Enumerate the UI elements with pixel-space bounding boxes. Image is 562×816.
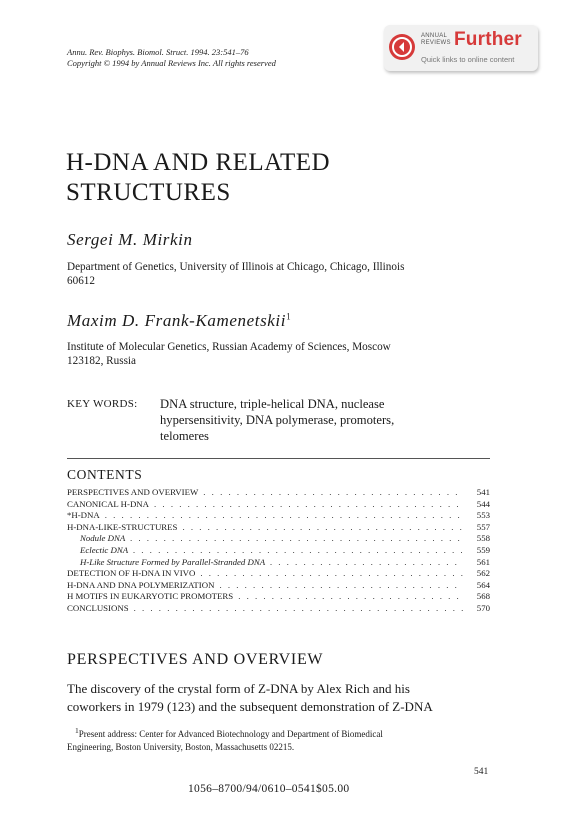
toc-leader-dots xyxy=(270,557,463,569)
footnote-marker: 1 xyxy=(286,311,292,322)
toc-entry-label: H-Like Structure Formed by Parallel-Stranded DNA xyxy=(80,556,266,567)
further-links-badge[interactable] xyxy=(384,25,538,71)
author-affiliation-2: Institute of Molecular Genetics, Russian Academy of Sciences, Moscow 123182, Russia xyxy=(67,341,391,367)
toc-entry-page: 557 xyxy=(476,521,490,532)
journal-citation xyxy=(67,47,276,69)
table-of-contents xyxy=(67,487,490,615)
toc-entry[interactable] xyxy=(67,522,490,534)
toc-entry[interactable] xyxy=(67,510,490,522)
toc-entry-label: DETECTION OF H-DNA IN VIVO xyxy=(67,568,196,579)
badge-brand-text: ANNUAL REVIEWS xyxy=(421,33,451,46)
toc-leader-dots xyxy=(105,510,463,522)
toc-leader-dots xyxy=(238,591,463,603)
toc-leader-dots xyxy=(134,603,463,615)
footnote: $^1$Present address: Center for Advanced Biotechnology and Department of Biomedical Engineering, Boston University, Boston, Massachusetts 02215. xyxy=(67,726,383,752)
page-number: 541 xyxy=(474,767,489,777)
keywords-list: DNA structure, triple-helical DNA, nuclease hypersensitivity, DNA polymerase, promoters, telomeres xyxy=(160,397,395,443)
badge-further-label: Further xyxy=(454,29,522,50)
body-paragraph: The discovery of the crystal form of Z-DNA by Alex Rich and his coworkers in 1979 (123) and the subsequent demonstration of Z-DNA xyxy=(67,681,433,714)
toc-entry-label: Eclectic DNA xyxy=(80,544,129,555)
toc-entry-page: 562 xyxy=(476,568,490,579)
toc-leader-dots xyxy=(130,533,463,545)
toc-entry-label: CANONICAL H-DNA xyxy=(67,498,150,509)
copyright-line: Copyright © 1994 by Annual Reviews Inc. All rights reserved xyxy=(67,58,276,68)
author-name-1: Sergei M. Mirkin xyxy=(67,230,193,249)
toc-entry-label: H MOTIFS IN EUKARYOTIC PROMOTERS xyxy=(67,591,234,602)
contents-divider xyxy=(67,458,490,459)
toc-entry-label: Nodule DNA xyxy=(80,533,126,544)
contents-heading: CONTENTS xyxy=(67,467,143,482)
issn-line: 1056–8700/94/0610–0541$05.00 xyxy=(188,783,350,795)
toc-entry-label: CONCLUSIONS xyxy=(67,602,129,613)
article-title: H-DNA AND RELATED STRUCTURES xyxy=(66,149,331,206)
toc-entry-label: H-DNA AND DNA POLYMERIZATION xyxy=(67,579,215,590)
section-heading: PERSPECTIVES AND OVERVIEW xyxy=(67,651,324,668)
author-affiliation-1: Department of Genetics, University of Illinois at Chicago, Chicago, Illinois 60612 xyxy=(67,261,405,287)
toc-entry-page: 564 xyxy=(476,579,490,590)
toc-entry[interactable] xyxy=(67,557,490,569)
toc-entry-page: 570 xyxy=(476,602,490,613)
toc-entry[interactable] xyxy=(67,499,490,511)
keywords-label: KEY WORDS: xyxy=(67,398,138,410)
toc-entry[interactable] xyxy=(67,533,490,545)
toc-entry[interactable] xyxy=(67,591,490,603)
toc-entry[interactable] xyxy=(67,568,490,580)
toc-entry[interactable] xyxy=(67,545,490,557)
toc-entry-page: 541 xyxy=(476,487,490,497)
toc-leader-dots xyxy=(182,522,463,534)
toc-entry[interactable] xyxy=(67,603,490,615)
toc-entry-label: *H-DNA xyxy=(67,510,100,521)
toc-entry-page: 558 xyxy=(476,533,490,544)
toc-entry-page: 553 xyxy=(476,510,490,521)
toc-entry-page: 561 xyxy=(476,556,490,567)
toc-entry-label: H-DNA-LIKE-STRUCTURES xyxy=(67,521,178,532)
toc-leader-dots xyxy=(154,499,463,511)
toc-entry[interactable] xyxy=(67,580,490,592)
journal-line: Annu. Rev. Biophys. Biomol. Struct. 1994. 23:541–76 xyxy=(67,47,249,57)
toc-entry-page: 559 xyxy=(476,544,490,555)
toc-leader-dots xyxy=(133,545,463,557)
toc-entry[interactable] xyxy=(67,487,490,499)
footnote-mark: 1 xyxy=(75,726,79,735)
badge-subtitle: Quick links to online content xyxy=(421,55,515,64)
toc-leader-dots xyxy=(200,568,463,580)
toc-leader-dots xyxy=(203,487,463,499)
author-name-2: Maxim D. Frank-Kamenetskii$^1$ xyxy=(67,311,292,330)
toc-entry-label: PERSPECTIVES AND OVERVIEW xyxy=(67,487,199,497)
toc-entry-page: 544 xyxy=(476,498,490,509)
toc-entry-page: 568 xyxy=(476,591,490,602)
toc-leader-dots xyxy=(219,580,463,592)
play-arrow-icon xyxy=(389,34,415,60)
